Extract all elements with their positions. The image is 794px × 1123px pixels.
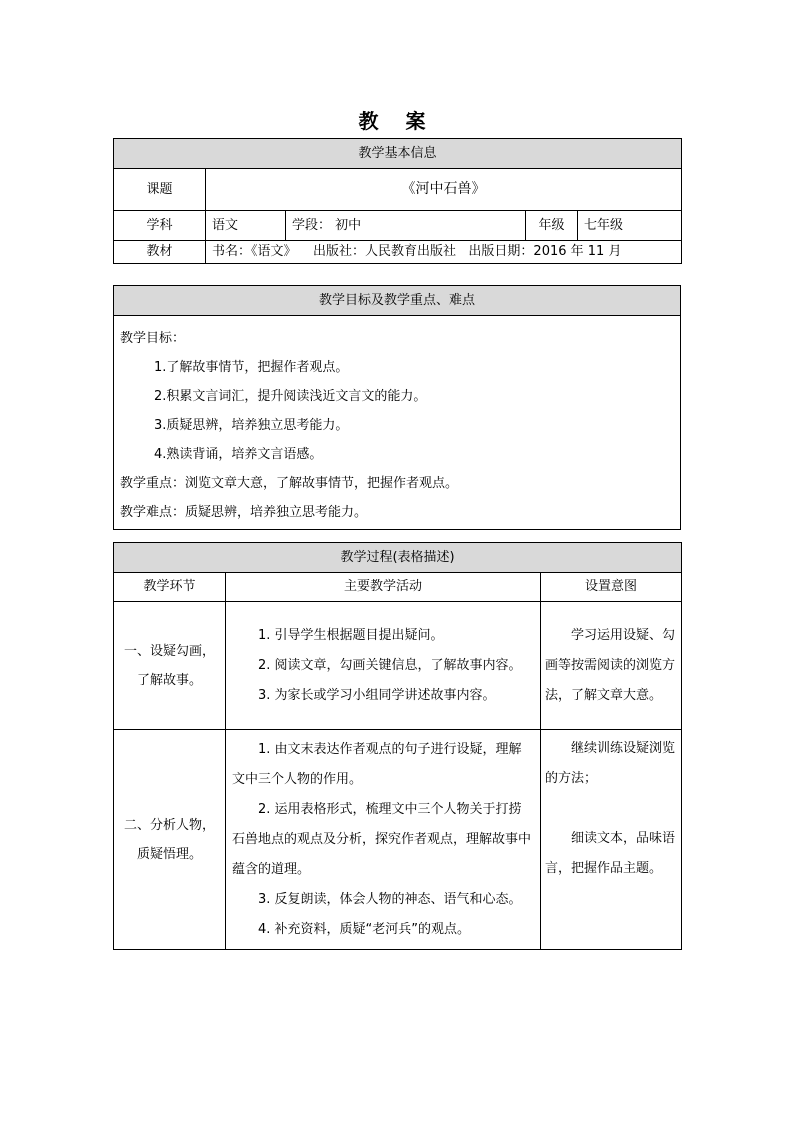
stage-cell xyxy=(286,211,526,241)
stage-line: 了解故事。 xyxy=(136,672,202,688)
process-table xyxy=(113,542,682,950)
subject-label: 学科 xyxy=(114,211,206,241)
document-title: 教 案 xyxy=(358,109,436,133)
activity-item: 1. 由文末表达作者观点的句子进行设疑，理解文中三个人物的作用。 xyxy=(232,741,522,787)
table-row xyxy=(114,602,682,730)
purpose-item: 细读文本，品味语言，把握作品主题。 xyxy=(545,831,676,876)
column-header-activities: 主要教学活动 xyxy=(226,573,541,602)
goals-header: 教学目标及教学重点、难点 xyxy=(114,286,681,316)
purpose-cell-2 xyxy=(541,730,682,950)
activity-item: 1. 引导学生根据题目提出疑问。 xyxy=(258,627,444,643)
activity-item: 2. 阅读文章，勾画关键信息，了解故事内容。 xyxy=(258,657,522,673)
goals-table xyxy=(113,285,681,530)
stage-line: 二、分析人物， xyxy=(123,817,215,833)
table-row xyxy=(114,730,682,950)
goal-item-1: 1.了解故事情节，把握作者观点。 xyxy=(154,360,349,375)
material-value: 书名：《语文》 出版社：人民教育出版社 出版日期：2016 年 11 月 xyxy=(206,241,682,264)
key-point: 教学重点：浏览文章大意，了解故事情节，把握作者观点。 xyxy=(120,476,459,491)
column-header-purpose: 设置意图 xyxy=(541,573,682,602)
goals-body xyxy=(114,316,681,530)
basic-info-table xyxy=(113,138,682,264)
grade-label: 年级 xyxy=(526,211,578,241)
stage-cell-2 xyxy=(114,730,226,950)
process-header: 教学过程(表格描述) xyxy=(114,543,682,573)
subject-value: 语文 xyxy=(206,211,286,241)
goal-item-2: 2.积累文言词汇，提升阅读浅近文言文的能力。 xyxy=(154,389,427,404)
topic-value: 《河中石兽》 xyxy=(206,169,682,211)
difficulty: 教学难点：质疑思辨，培养独立思考能力。 xyxy=(120,505,368,520)
stage-line: 质疑悟理。 xyxy=(136,846,202,862)
activity-item: 4. 补充资料，质疑“老河兵”的观点。 xyxy=(258,921,471,937)
activity-item: 3. 反复朗读，体会人物的神态、语气和心态。 xyxy=(258,891,522,907)
stage-label: 学段： xyxy=(292,217,332,233)
activities-cell-2 xyxy=(226,730,541,950)
goals-label: 教学目标： xyxy=(120,331,186,346)
grade-value: 七年级 xyxy=(578,211,682,241)
stage-cell-1 xyxy=(114,602,226,730)
material-label: 教材 xyxy=(114,241,206,264)
stage-value: 初中 xyxy=(335,217,362,233)
column-header-stage: 教学环节 xyxy=(114,573,226,602)
goal-item-4: 4.熟读背诵，培养文言语感。 xyxy=(154,447,323,462)
purpose-item: 继续训练设疑浏览的方法； xyxy=(545,741,676,786)
stage-line: 一、设疑勾画， xyxy=(123,643,215,659)
purpose-item: 学习运用设疑、勾画等按需阅读的浏览方法，了解文章大意。 xyxy=(545,627,676,703)
basic-info-header: 教学基本信息 xyxy=(114,139,682,169)
activity-item: 3. 为家长或学习小组同学讲述故事内容。 xyxy=(258,687,496,703)
goal-item-3: 3.质疑思辨，培养独立思考能力。 xyxy=(154,418,349,433)
activity-item: 2. 运用表格形式，梳理文中三个人物关于打捞石兽地点的观点及分析，探究作者观点，理解故事中蕴含的道理。 xyxy=(232,801,532,877)
topic-label: 课题 xyxy=(114,169,206,211)
activities-cell-1 xyxy=(226,602,541,730)
purpose-cell-1 xyxy=(541,602,682,730)
